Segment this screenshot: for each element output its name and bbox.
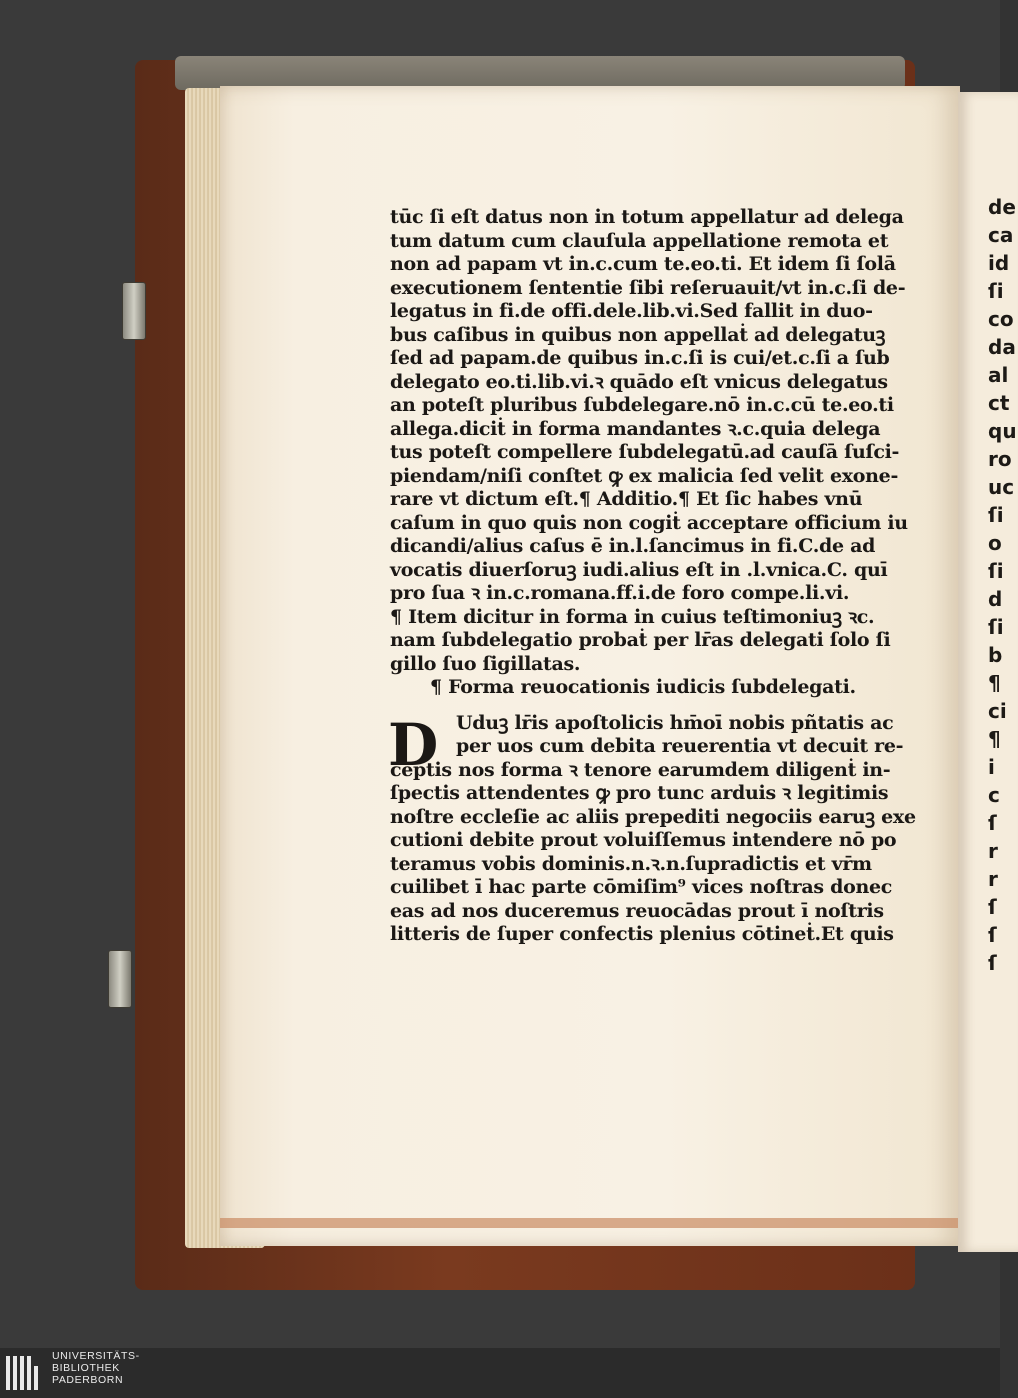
- text-line: pro ſua ꝛ in.c.romana.ff.i.de foro compe.li.vi.: [390, 582, 850, 604]
- right-page-fragment: ct: [988, 391, 1010, 415]
- text-line: tus poteſt compellere ſubdelegatū.ad cauſā ſuſci-: [390, 441, 900, 463]
- right-page-fragment: ſi: [988, 559, 1004, 583]
- text-line: allega.diciṫ in forma mandantes ꝛ.c.quia delega: [390, 417, 881, 440]
- text-line: per uos cum debita reuerentia vt decuit re-: [456, 735, 904, 757]
- text-line: non ad papam vt in.c.cum te.eo.ti. Et idem ſi ſolā: [390, 253, 896, 275]
- page-bottom-stain: [220, 1218, 960, 1228]
- upper-clasp: [122, 282, 146, 340]
- text-line: caſum in quo quis non cogiṫ acceptare officium iu: [390, 511, 908, 534]
- right-page-fragment: da: [988, 335, 1016, 359]
- right-page-fragment: qu: [988, 419, 1017, 443]
- text-line: delegato eo.ti.lib.vi.ꝛ quādo eſt vnicus delegatus: [390, 370, 888, 393]
- right-page-fragment: c: [988, 783, 1000, 807]
- right-page-fragment: d: [988, 587, 1003, 611]
- right-page-fragment: id: [988, 251, 1010, 275]
- right-page-fragment: ¶: [988, 727, 1001, 751]
- right-page-fragment: ſ: [988, 895, 997, 919]
- section-heading: ¶ Forma reuocationis iudicis ſubdelegati.: [430, 676, 856, 698]
- text-line: eas ad nos duceremus reuocādas prout ī noſtris: [390, 899, 884, 922]
- text-line: executionem ſententie ſibi reſeruauit/vt in.c.ſi de-: [390, 276, 906, 299]
- lower-clasp: [108, 950, 132, 1008]
- right-page-fragment: ro: [988, 447, 1012, 471]
- text-line: rare vt dictum eſt.¶ Additio.¶ Et ſic habes vnū: [390, 488, 863, 510]
- text-line: ¶ Item dicitur in forma in cuius teſtimoniuꝫ ꝛc.: [390, 605, 875, 628]
- right-page-fragment: ci: [988, 699, 1007, 723]
- right-page-fragment: ſ: [988, 951, 997, 975]
- text-line: cutioni debite prout voluiſſemus intendere nō po: [390, 829, 897, 851]
- text-line: noſtre eccleſie ac aliis prepediti negociis earuꝫ exe: [390, 805, 916, 828]
- library-name: [52, 1350, 140, 1386]
- page-text: [390, 206, 930, 947]
- right-page-fragment: r: [988, 867, 998, 891]
- text-line: nam ſubdelegatio probaṫ per lr̄as delegati ſolo ſi: [390, 629, 891, 651]
- library-logo-bar: [0, 1348, 1000, 1398]
- right-page-fragment: uc: [988, 475, 1015, 499]
- text-line: cuilibet ī hac parte cōmiſim⁹ vices noſtras donec: [390, 876, 893, 898]
- text-line: an poteſt pluribus ſubdelegare.nō in.c.cū te.eo.ti: [390, 394, 894, 416]
- text-line: teramus vobis dominis.n.ꝛ.n.ſupradictis et vr̄m: [390, 852, 872, 875]
- right-page-fragment: ſ: [988, 811, 997, 835]
- text-line: legatus in fi.de offi.dele.lib.vi.Sed fallit in duo-: [390, 300, 873, 322]
- text-line: ceptis nos forma ꝛ tenore earumdem diligenṫ in-: [390, 758, 891, 781]
- right-page-fragment: de: [988, 195, 1016, 219]
- text-line: tum datum cum clauſula appellatione remota et: [390, 229, 889, 252]
- right-page-fragment: ca: [988, 223, 1014, 247]
- right-page-fragment: i: [988, 755, 995, 779]
- right-page-fragment: ſi: [988, 503, 1004, 527]
- right-page-fragment: ſi: [988, 279, 1004, 303]
- library-name-line-1: UNIVERSITÄTS-: [52, 1350, 140, 1362]
- text-line: piendam/niſi conſtet ꝙ ex malicia ſed velit exone-: [390, 464, 899, 487]
- right-page-fragment: al: [988, 363, 1009, 387]
- right-page-fragment: ſ: [988, 923, 997, 947]
- right-page: [958, 92, 1018, 1252]
- library-name-line-2: BIBLIOTHEK: [52, 1362, 120, 1374]
- text-lines-before: [390, 206, 930, 676]
- right-page-fragment: r: [988, 839, 998, 863]
- right-page-fragment: b: [988, 643, 1003, 667]
- library-name-line-3: PADERBORN: [52, 1374, 124, 1386]
- text-line: litteris de ſuper confectis plenius cōtineṫ.Et quis: [390, 923, 894, 945]
- right-page-fragment: ſi: [988, 615, 1004, 639]
- right-page-fragment: ¶: [988, 671, 1001, 695]
- text-line: ſed ad papam.de quibus in.c.ſi is cui/et.c.ſi a ſub: [390, 347, 890, 369]
- right-page-fragment: o: [988, 531, 1002, 555]
- cover-top-edge: [175, 56, 905, 90]
- text-line: vocatis diuerſoruꝫ iudi.alius eſt in .l.vnica.C. quī: [390, 558, 888, 581]
- text-lines-after: [390, 759, 930, 947]
- text-line: ſpectis attendentes ꝙ pro tunc arduis ꝛ legitimis: [390, 782, 889, 804]
- indented-lines: [390, 712, 930, 759]
- right-page-fragment: co: [988, 307, 1014, 331]
- text-line: tūc ſi eſt datus non in totum appellatur ad delega: [390, 206, 904, 228]
- text-line: bus caſibus in quibus non appellaṫ ad delegatuꝫ: [390, 323, 886, 346]
- library-logo-icon: [4, 1352, 44, 1394]
- text-line: dicandi/alius caſus ē in.l.ſancimus in fi.C.de ad: [390, 535, 876, 557]
- drop-capital: D: [388, 710, 438, 779]
- text-line: gillo ſuo ſigillatas.: [390, 652, 581, 675]
- text-line: Uduꝫ lr̄is apoſtolicis hm̄oī nobis pñtatis ac: [456, 711, 894, 734]
